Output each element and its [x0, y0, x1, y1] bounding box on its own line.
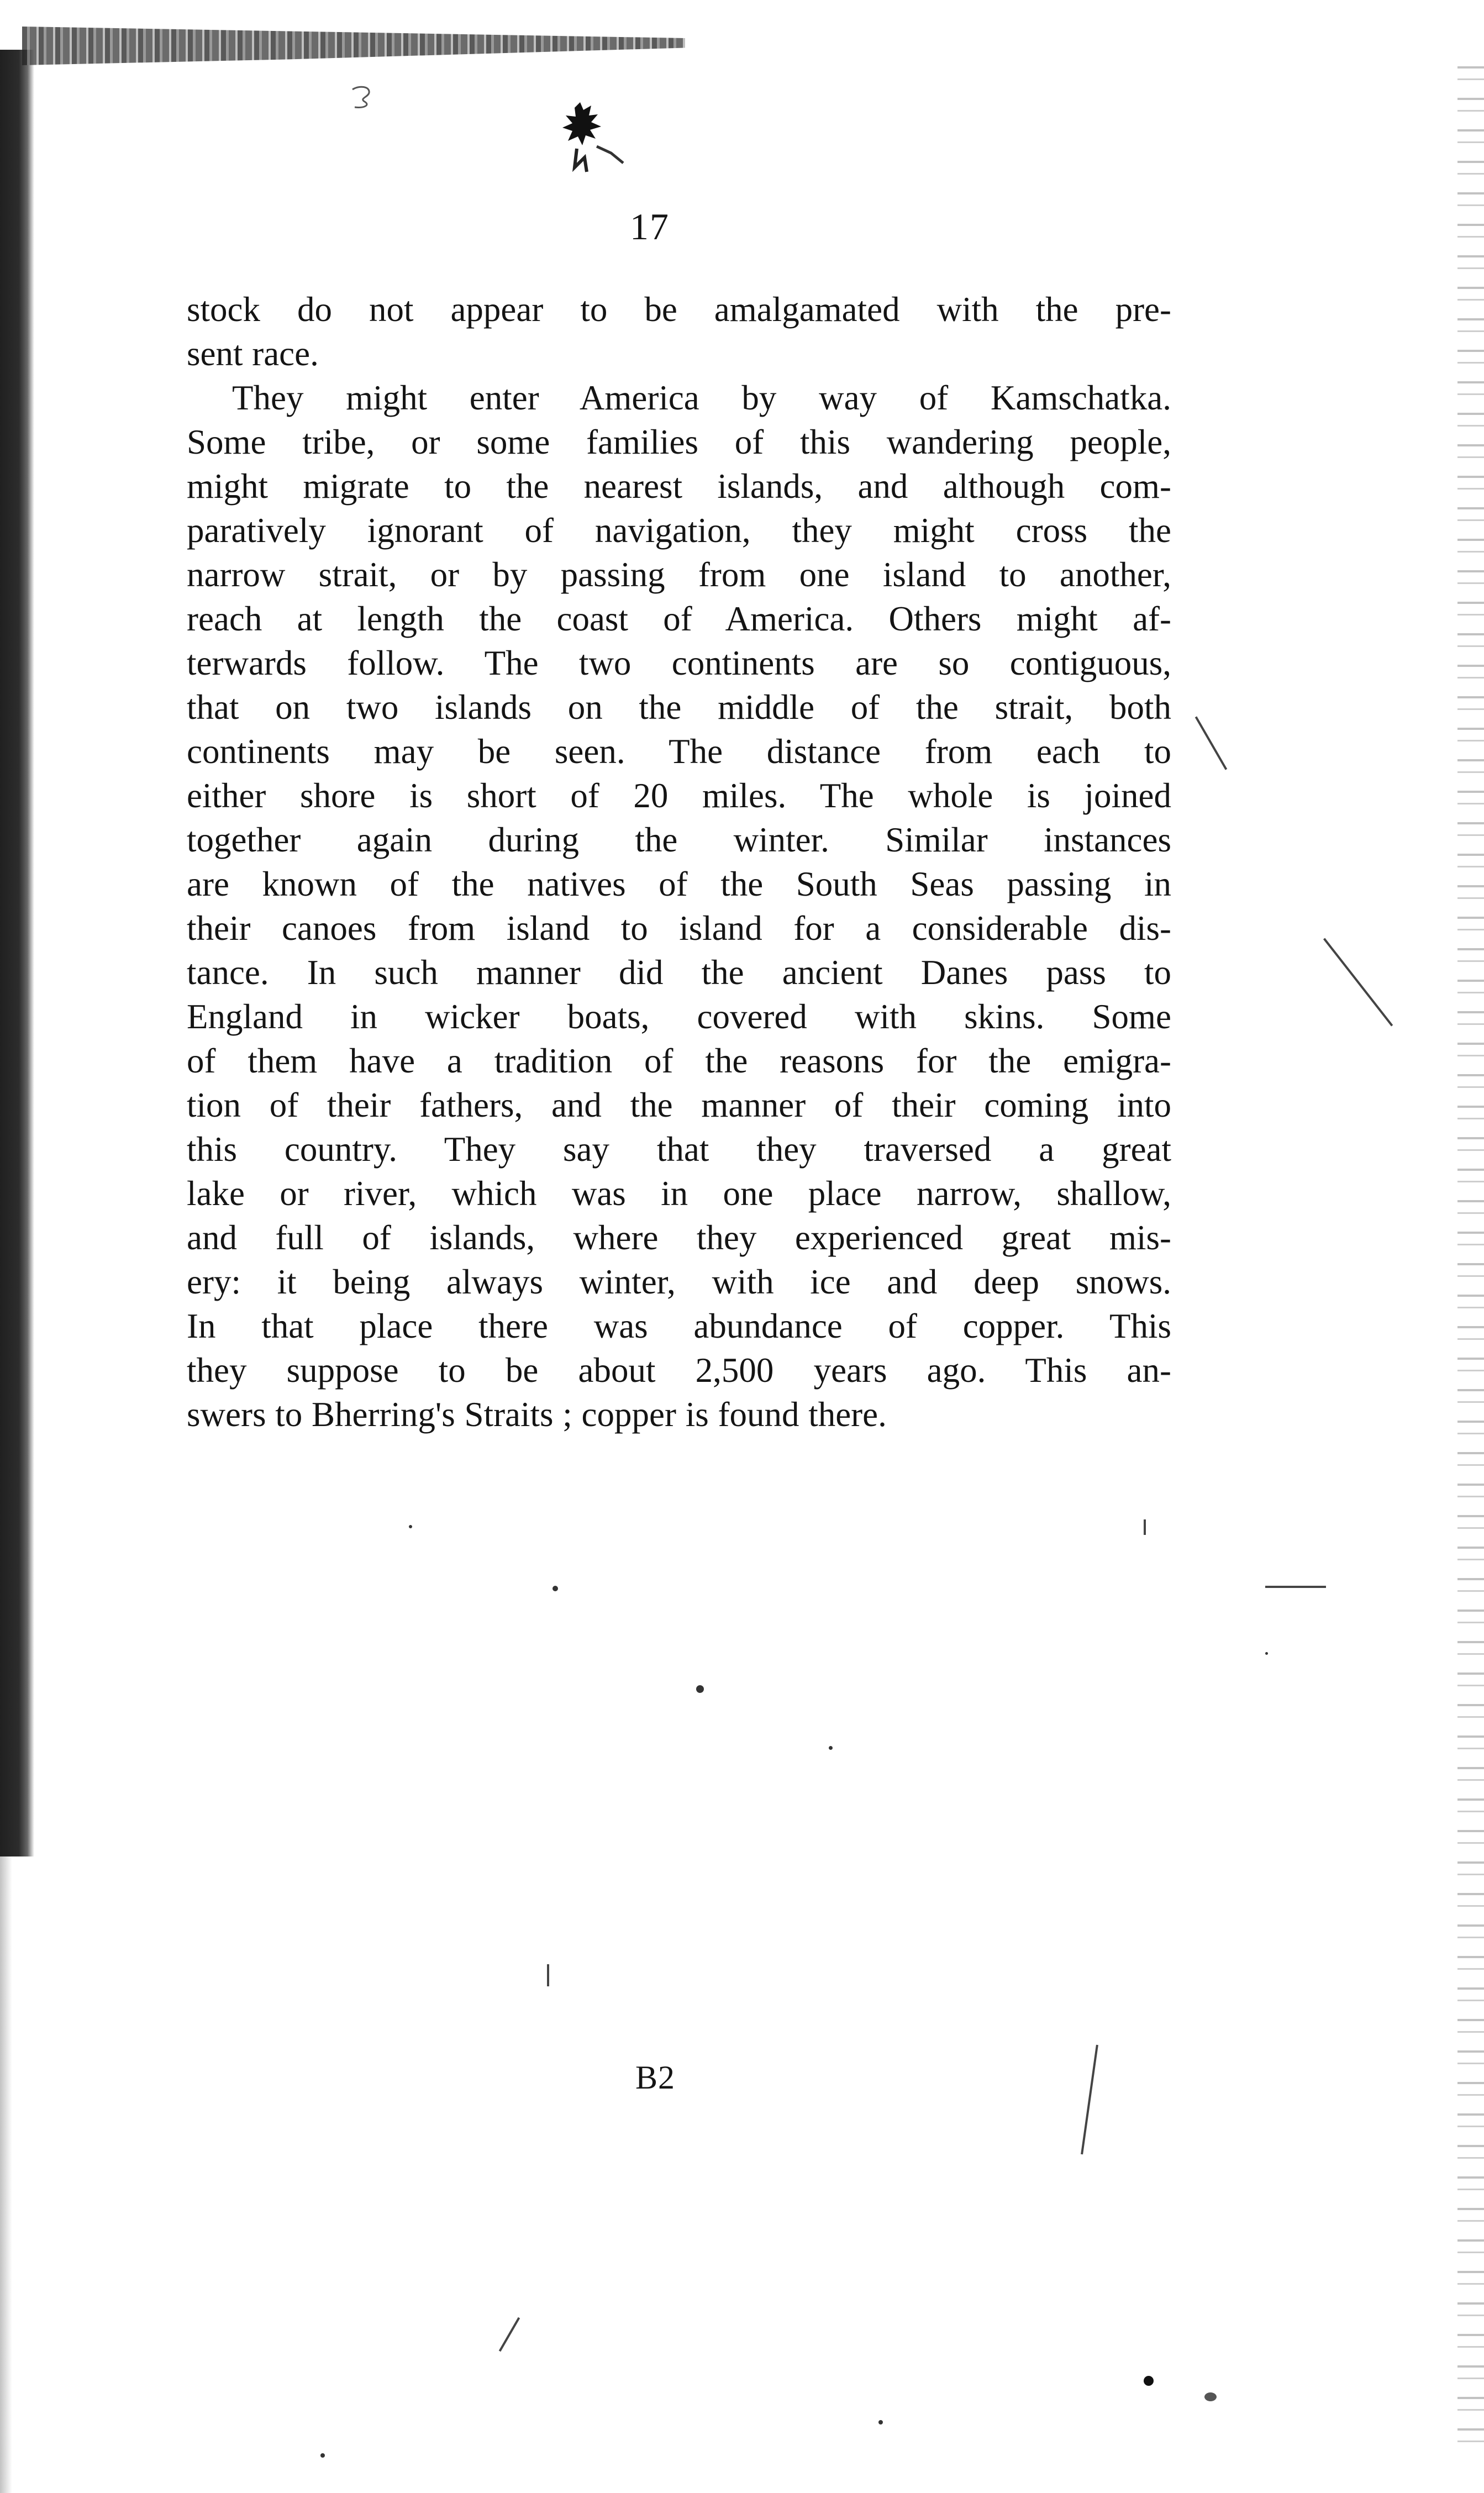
text-line: reach at length the coast of America. Others might af-: [187, 599, 1171, 638]
text-line: In that place there was abundance of copper. This: [187, 1307, 1171, 1345]
stray-stroke: [1265, 1586, 1326, 1588]
text-line: tance. In such manner did the ancient Danes pass to: [187, 953, 1171, 992]
text-line: paratively ignorant of navigation, they might cross the: [187, 511, 1171, 550]
text-line: England in wicker boats, covered with skins. Some: [187, 997, 1171, 1036]
stray-stroke: [1323, 938, 1393, 1027]
page-number: 17: [630, 206, 670, 248]
scan-speck: [1144, 2376, 1154, 2386]
stray-stroke: [1195, 716, 1227, 770]
text-line: sent race.: [187, 334, 319, 373]
text-line: their canoes from island to island for a considerable dis-: [187, 909, 1171, 948]
ink-blot-ornament: [558, 102, 624, 174]
scan-speck: [696, 1685, 704, 1693]
stray-stroke: [499, 2317, 520, 2352]
text-line: lake or river, which was in one place narrow, shallow,: [187, 1174, 1171, 1213]
text-line: and full of islands, where they experienced great mis-: [187, 1218, 1171, 1257]
text-line: stock do not appear to be amalgamated with the pre-: [187, 290, 1171, 329]
stray-stroke: [1144, 1519, 1146, 1535]
text-line: terwards follow. The two continents are so contiguous,: [187, 644, 1171, 682]
binding-shadow-lower: [0, 1856, 12, 2493]
text-line: narrow strait, or by passing from one island to another,: [187, 555, 1171, 594]
scan-speck: [878, 2420, 883, 2424]
text-line: this country. They say that they traversed a great: [187, 1130, 1171, 1169]
body-text: [187, 287, 1171, 1437]
text-line: tion of their fathers, and the manner of their coming into: [187, 1086, 1171, 1124]
text-line: swers to Bherring's Straits ; copper is found there.: [187, 1395, 887, 1434]
scan-speck: [1265, 1652, 1268, 1655]
stray-stroke: [1081, 2045, 1098, 2155]
text-line: They might enter America by way of Kamschatka.: [232, 378, 1171, 417]
binding-shadow: [0, 50, 34, 1856]
text-line: ery: it being always winter, with ice and deep snows.: [187, 1263, 1171, 1301]
text-line: might migrate to the nearest islands, and although com-: [187, 467, 1171, 506]
page-right-edge: [1457, 66, 1484, 2442]
text-line: either shore is short of 20 miles. The whole is joined: [187, 776, 1171, 815]
pencil-scribble: [348, 83, 381, 111]
text-line: they suppose to be about 2,500 years ago. This an-: [187, 1351, 1171, 1390]
stray-stroke: [547, 1964, 549, 1986]
scan-speck: [320, 2453, 325, 2458]
text-line: that on two islands on the middle of the strait, both: [187, 688, 1171, 727]
text-line: are known of the natives of the South Seas passing in: [187, 865, 1171, 903]
text-line: continents may be seen. The distance from each to: [187, 732, 1171, 771]
scan-speck: [1204, 2392, 1217, 2401]
text-line: Some tribe, or some families of this wandering people,: [187, 423, 1171, 461]
signature-mark: B2: [635, 2059, 676, 2096]
scan-speck: [552, 1586, 558, 1591]
scan-speck: [829, 1746, 833, 1750]
torn-top-edge: [22, 27, 685, 65]
text-line: together again during the winter. Similar instances: [187, 821, 1171, 859]
text-line: of them have a tradition of the reasons for the emigra-: [187, 1042, 1171, 1080]
scan-speck: [409, 1525, 412, 1528]
